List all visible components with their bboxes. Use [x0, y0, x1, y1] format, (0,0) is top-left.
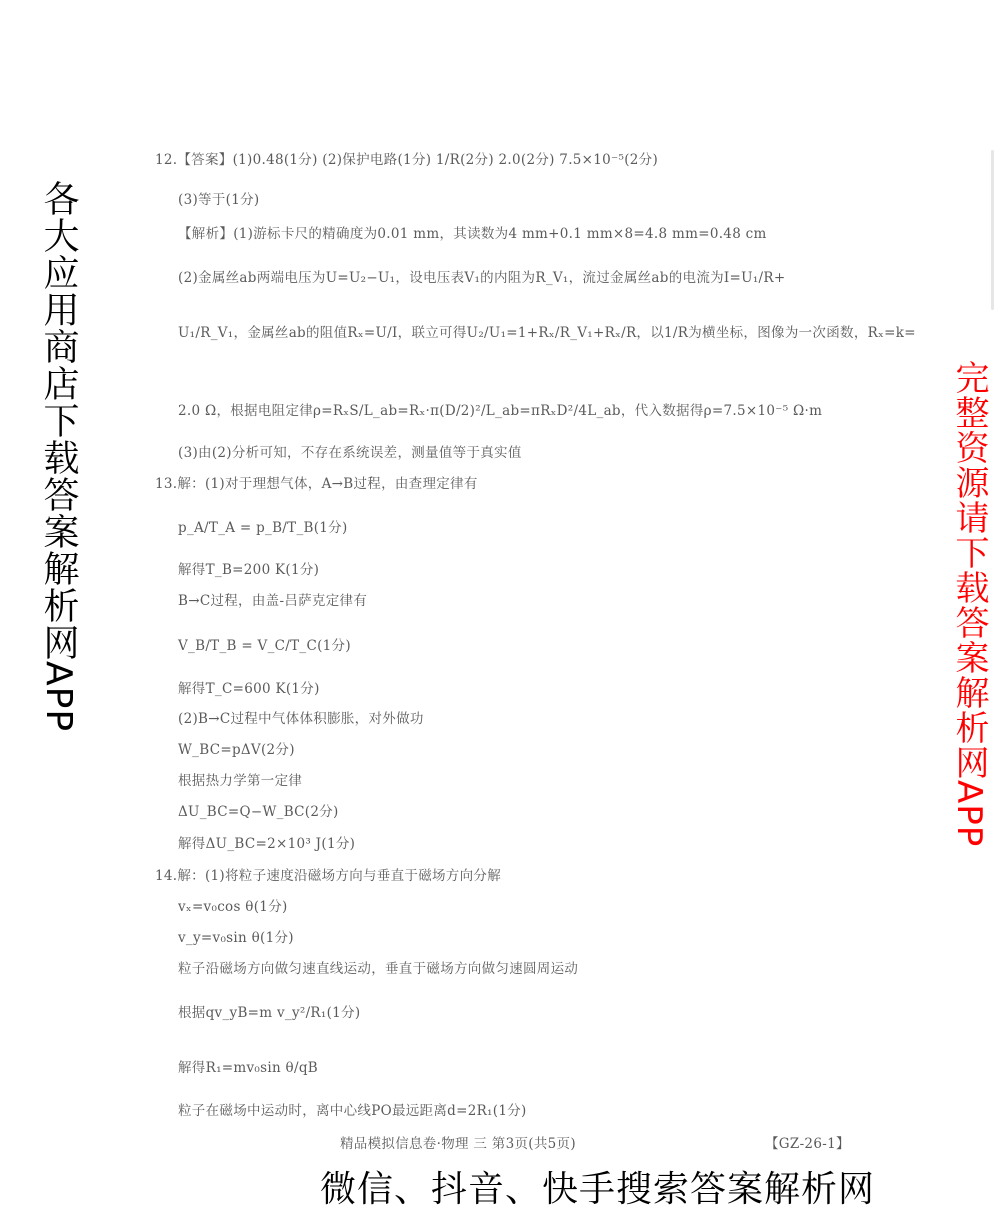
text-line: V_B/T_B = V_C/T_C(1分): [178, 638, 351, 654]
text-line: vₓ=v₀cos θ(1分): [178, 899, 288, 915]
watermark-top-left: 各大应用商店下载答案解析网APP: [38, 180, 79, 733]
text-line: p_A/T_A = p_B/T_B(1分): [178, 520, 348, 536]
footer-code: 【GZ-26-1】: [765, 1136, 850, 1152]
text-line: (2)B→C过程中气体体积膨胀，对外做功: [178, 711, 424, 727]
text-line: v_y=v₀sin θ(1分): [178, 930, 294, 946]
text-line: (3)等于(1分): [178, 192, 260, 208]
watermark-bottom-right: 微信、抖音、快手搜索答案解析网: [320, 1169, 876, 1210]
text-line: B→C过程，由盖-吕萨克定律有: [178, 593, 368, 609]
text-line: 2.0 Ω，根据电阻定律ρ=RₓS/L_ab=Rₓ·π(D/2)²/L_ab=πRₓD²/4L_ab，代入数据得ρ=7.5×10⁻⁵ Ω·m: [178, 403, 823, 419]
text-line: 解得R₁=mv₀sin θ/qB: [178, 1060, 318, 1076]
text-line: (3)由(2)分析可知，不存在系统误差，测量值等于真实值: [178, 445, 522, 461]
text-line: 粒子在磁场中运动时，离中心线PO最远距离d=2R₁(1分): [178, 1103, 527, 1119]
answer-13: 13.解：(1)对于理想气体，A→B过程，由查理定律有: [155, 476, 478, 492]
watermark-center: 完整资源请下载答案解析网APP: [949, 360, 989, 848]
text-line: 解得T_B=200 K(1分): [178, 562, 320, 578]
text-line: ΔU_BC=Q−W_BC(2分): [178, 804, 339, 820]
text-line: 根据qv_yB=m v_y²/R₁(1分): [178, 1005, 361, 1021]
text-line: 粒子沿磁场方向做匀速直线运动，垂直于磁场方向做匀速圆周运动: [178, 961, 579, 977]
text-line: (2)金属丝ab两端电压为U=U₂−U₁，设电压表V₁的内阻为R_V₁，流过金属丝ab的电流为I=U₁/R+: [178, 270, 786, 286]
answer-14: 14.解：(1)将粒子速度沿磁场方向与垂直于磁场方向分解: [155, 868, 501, 884]
text-line: 解得T_C=600 K(1分): [178, 681, 320, 697]
text-line: U₁/R_V₁，金属丝ab的阻值Rₓ=U/I，联立可得U₂/U₁=1+Rₓ/R_V₁+Rₓ/R，以1/R为横坐标，图像为一次函数，Rₓ=k=: [178, 325, 916, 341]
text-line: 解得ΔU_BC=2×10³ J(1分): [178, 836, 356, 852]
footer-title: 精品模拟信息卷·物理 三 第3页(共5页): [340, 1136, 576, 1152]
text-line: W_BC=pΔV(2分): [178, 742, 295, 758]
scrollbar[interactable]: [991, 150, 994, 310]
answer-12: 12.【答案】(1)0.48(1分) (2)保护电路(1分) 1/R(2分) 2.0(2分) 7.5×10⁻⁵(2分): [155, 152, 659, 168]
text-line: 【解析】(1)游标卡尺的精确度为0.01 mm，其读数为4 mm+0.1 mm×8=4.8 mm=0.48 cm: [178, 226, 767, 242]
text-line: 根据热力学第一定律: [178, 773, 303, 789]
